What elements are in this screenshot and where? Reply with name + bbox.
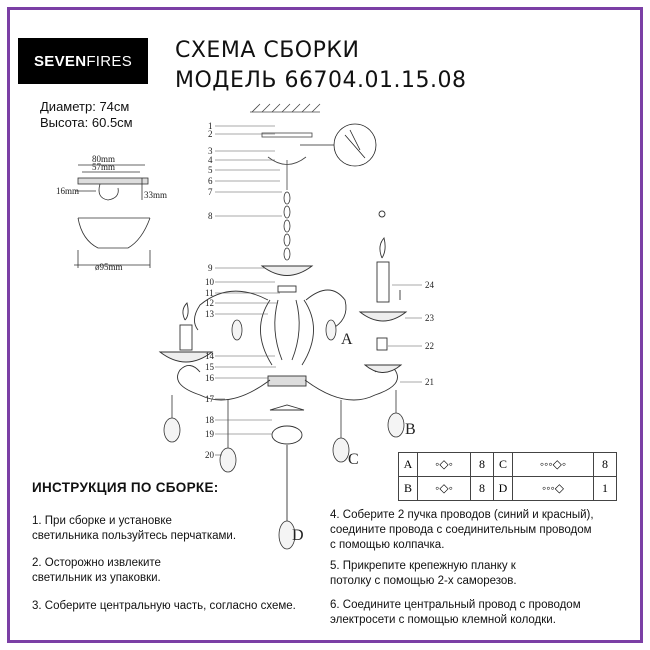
part-22: 22 xyxy=(425,341,434,351)
part-1: 1 xyxy=(208,121,213,131)
dim-95: ø95mm xyxy=(95,262,123,272)
step-6: 6. Соедините центральный провод с проводом электросети с помощью клемной колодки. xyxy=(330,599,581,626)
dim-33: 33mm xyxy=(144,190,168,200)
part-letter-d: D xyxy=(292,527,304,544)
wire-callout xyxy=(300,124,376,166)
brand-part1: SEVEN xyxy=(33,52,87,70)
chandelier-body xyxy=(260,266,313,525)
part-letter-c: C xyxy=(348,451,359,468)
candle-right xyxy=(360,211,406,373)
table-cell-letter: C xyxy=(494,453,513,477)
table-cell-count: 8 xyxy=(471,453,494,477)
table-cell-icon xyxy=(513,477,594,501)
brand-part2: FIRES xyxy=(86,52,133,70)
step-2: 2. Осторожно извлеките светильник из упаковки. xyxy=(32,557,161,584)
part-5: 5 xyxy=(208,165,213,175)
part-13: 13 xyxy=(205,309,214,319)
part-14: 14 xyxy=(205,351,214,361)
part-8: 8 xyxy=(208,211,213,221)
chain xyxy=(284,192,290,260)
dim-57: 57mm xyxy=(92,162,116,172)
part-7: 7 xyxy=(208,187,213,197)
part-17: 17 xyxy=(205,394,214,404)
model-title: МОДЕЛЬ 66704.01.15.08 xyxy=(175,68,467,93)
crystal-b-icon: ◦◇◦ xyxy=(435,481,453,495)
parts-table xyxy=(398,452,617,501)
part-3: 3 xyxy=(208,146,213,156)
mount-detail xyxy=(74,165,150,268)
part-16: 16 xyxy=(205,373,214,383)
step-5: 5. Прикрепите крепежную планку к потолку с помощью 2-х саморезов. xyxy=(330,560,517,587)
table-row xyxy=(399,477,617,501)
dim-16: 16mm xyxy=(56,186,80,196)
part-21: 21 xyxy=(425,377,434,387)
leader-lines xyxy=(215,126,422,455)
part-6: 6 xyxy=(208,176,213,186)
table-cell-icon xyxy=(418,477,471,501)
dim-80: 80mm xyxy=(92,154,116,164)
part-20: 20 xyxy=(205,450,214,460)
table-row xyxy=(399,453,617,477)
crystal-a-icon: ◦◇◦ xyxy=(435,457,453,471)
table-cell-count: 8 xyxy=(471,477,494,501)
table-cell-icon xyxy=(418,453,471,477)
part-letter-a: A xyxy=(341,331,353,348)
spec-height: Высота: 60.5см xyxy=(40,115,133,130)
part-24: 24 xyxy=(425,280,434,290)
crystal-d-icon: ◦◦◦◇ xyxy=(542,481,564,495)
ceiling-plate xyxy=(250,104,320,190)
table-cell-letter: A xyxy=(399,453,418,477)
part-4: 4 xyxy=(208,155,213,165)
part-19: 19 xyxy=(205,429,214,439)
table-cell-count: 1 xyxy=(594,477,617,501)
part-letter-b: B xyxy=(405,421,416,438)
part-12: 12 xyxy=(205,298,214,308)
part-18: 18 xyxy=(205,415,214,425)
part-23: 23 xyxy=(425,313,434,323)
table-cell-icon xyxy=(513,453,594,477)
page-title: СХЕМА СБОРКИ xyxy=(175,38,360,63)
step-3: 3. Соберите центральную часть, согласно схеме. xyxy=(32,600,296,612)
table-cell-letter: D xyxy=(494,477,513,501)
part-10: 10 xyxy=(205,277,214,287)
step-4: 4. Соберите 2 пучка проводов (синий и красный), соедините провода с соединительным проводом с помощью колпачка. xyxy=(330,509,594,551)
step-1: 1. При сборке и установке светильника пользуйтесь перчатками. xyxy=(32,515,237,542)
table-cell-letter: B xyxy=(399,477,418,501)
part-11: 11 xyxy=(205,288,214,298)
part-9: 9 xyxy=(208,263,213,273)
spec-diameter: Диаметр: 74см xyxy=(40,99,130,114)
instructions-title: ИНСТРУКЦИЯ ПО СБОРКЕ: xyxy=(32,480,219,495)
table-cell-count: 8 xyxy=(594,453,617,477)
crystal-c-icon: ◦◦◦◇◦ xyxy=(539,457,567,471)
part-15: 15 xyxy=(205,362,214,372)
part-2: 2 xyxy=(208,129,213,139)
